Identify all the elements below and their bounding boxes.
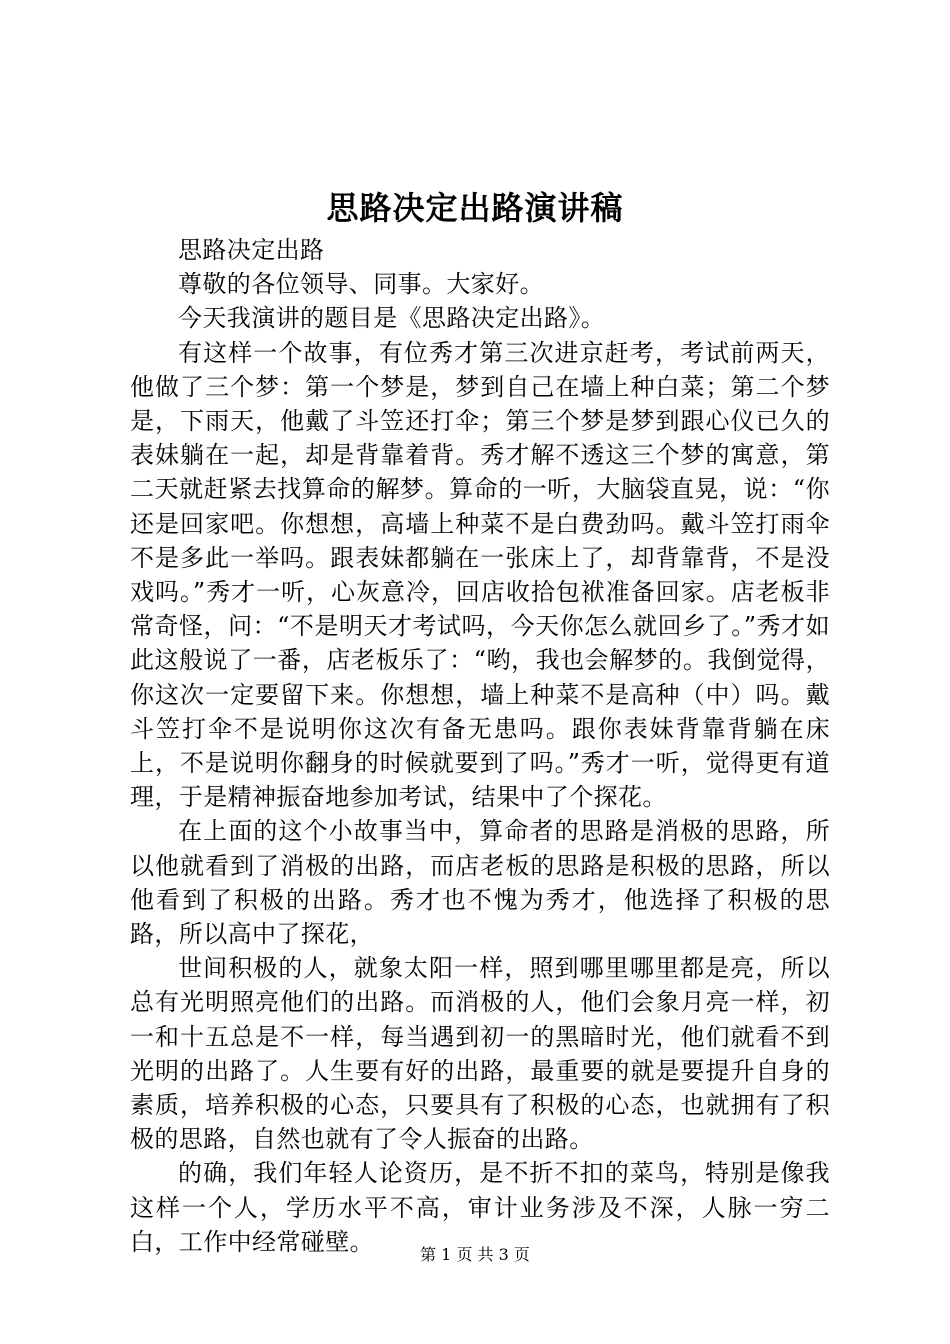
paragraph-topic: 今天我演讲的题目是《思路决定出路》。	[178, 304, 606, 333]
document-title: 思路决定出路演讲稿	[326, 189, 624, 227]
paragraph-sun-moon: 世间积极的人，就象太阳一样，照到哪里哪里都是亮，所以总有光明照亮他们的出路。而消极的人，他们会象月亮一样，初一和十五总是不一样，每当遇到初一的黑暗时光，他们就看不到光明的出路了。人生要有好的出路，最重要的就是要提升自身的素质，培养积极的心态，只要具有了积极的心态，也就拥有了积极的思路，自然也就有了令人振奋的出路。	[130, 954, 830, 1154]
paragraph-subtitle: 思路决定出路	[178, 236, 325, 264]
paragraph-analysis: 在上面的这个小故事当中，算命者的思路是消极的思路，所以他就看到了消极的出路，而店老板的思路是积极的思路，所以他看到了积极的出路。秀才也不愧为秀才，他选择了积极的思路，所以高中了探花，	[130, 817, 830, 949]
paragraph-greeting: 尊敬的各位领导、同事。大家好。	[178, 270, 544, 299]
document-body	[130, 233, 830, 1259]
page-number-footer: 第 1 页 共 3 页	[420, 1245, 530, 1264]
paragraph-personal: 的确，我们年轻人论资历，是不折不扣的菜鸟，特别是像我这样一个人，学历水平不高，审计业务涉及不深，人脉一穷二白，工作中经常碰壁。	[130, 1159, 830, 1256]
paragraph-story: 有这样一个故事，有位秀才第三次进京赶考，考试前两天，他做了三个梦：第一个梦是，梦到自己在墙上种白菜；第二个梦是，下雨天，他戴了斗笠还打伞；第三个梦是梦到跟心仪已久的表妹躺在一起，却是背靠着背。秀才解不透这三个梦的寓意，第二天就赶紧去找算命的解梦。算命的一听，大脑袋直晃，说：“你还是回家吧。你想想，高墙上种菜不是白费劲吗。戴斗笠打雨伞不是多此一举吗。跟表妹都躺在一张床上了，却背靠背，不是没戏吗。”秀才一听，心灰意冷，回店收拾包袱准备回家。店老板非常奇怪，问：“不是明天才考试吗，今天你怎么就回乡了。”秀才如此这般说了一番，店老板乐了：“哟，我也会解梦的。我倒觉得，你这次一定要留下来。你想想，墙上种菜不是高种（中）吗。戴斗笠打伞不是说明你这次有备无患吗。跟你表妹背靠背躺在床上，不是说明你翻身的时候就要到了吗。”秀才一听，觉得更有道理，于是精神振奋地参加考试，结果中了个探花。	[130, 338, 830, 812]
